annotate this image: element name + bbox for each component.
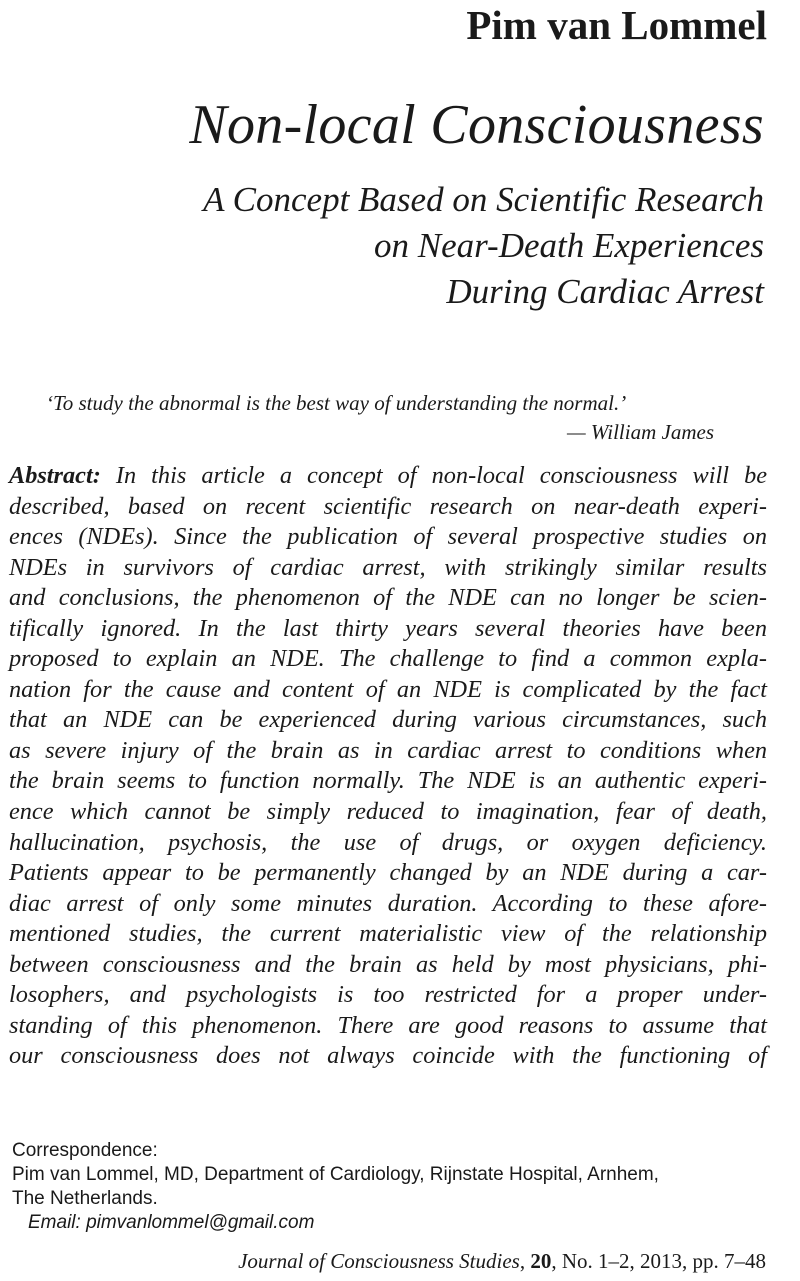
- abstract-label: Abstract:: [9, 462, 101, 489]
- abstract-line: between consciousness and the brain as held by most physicians, phi-: [9, 950, 767, 978]
- abstract-line: [9, 461, 767, 492]
- journal-volume: 20: [530, 1249, 552, 1273]
- correspondence-country-line: [12, 1187, 659, 1235]
- correspondence-email[interactable]: Email: pimvanlommel@gmail.com: [28, 1212, 315, 1233]
- abstract-line: losophers, and psychologists is too restricted for a proper under-: [9, 981, 767, 1009]
- abstract-line: Patients appear to be permanently changed by an NDE during a car-: [9, 859, 767, 887]
- abstract-line: the brain seems to function normally. The NDE is an authentic experi-: [9, 767, 767, 795]
- article-subtitle: [64, 177, 764, 315]
- subtitle-line: A Concept Based on Scientific Research: [203, 180, 764, 219]
- abstract-line: our consciousness does not always coincide with the functioning of: [9, 1042, 767, 1070]
- journal-citation: [238, 1247, 766, 1275]
- abstract-line: NDEs in survivors of cardiac arrest, with strikingly similar results: [9, 553, 767, 581]
- correspondence-address: Pim van Lommel, MD, Department of Cardiology, Rijnstate Hospital, Arnhem,: [12, 1164, 659, 1185]
- abstract-line: ences (NDEs). Since the publication of several prospective studies on: [9, 523, 767, 551]
- abstract-line: proposed to explain an NDE. The challenge to find a common expla-: [9, 645, 767, 673]
- subtitle-line: on Near-Death Experiences: [373, 226, 764, 265]
- abstract-line: described, based on recent scientific research on near-death experi-: [9, 492, 767, 520]
- author-name: Pim van Lommel: [466, 2, 767, 48]
- correspondence: [12, 1139, 659, 1235]
- abstract-line: hallucination, psychosis, the use of drugs, or oxygen deficiency.: [9, 828, 767, 856]
- correspondence-heading: Correspondence:: [12, 1140, 158, 1161]
- abstract-line: mentioned studies, the current materialistic view of the relationship: [9, 920, 767, 948]
- subtitle-line: During Cardiac Arrest: [446, 272, 764, 311]
- abstract-line: nation for the cause and content of an NDE is complicated by the fact: [9, 675, 767, 703]
- article-title: Non-local Consciousness: [189, 94, 764, 156]
- abstract-line: and conclusions, the phenomenon of the NDE can no longer be scien-: [9, 584, 767, 612]
- epigraph-source: — William James: [567, 420, 714, 444]
- abstract-line: tifically ignored. In the last thirty years several theories have been: [9, 614, 767, 642]
- abstract-line: diac arrest of only some minutes duration. According to these afore-: [9, 889, 767, 917]
- abstract-line: as severe injury of the brain as in cardiac arrest to conditions when: [9, 736, 767, 764]
- abstract-line-text: In this article a concept of non-local consciousness will be: [100, 462, 767, 489]
- abstract-line: standing of this phenomenon. There are good reasons to assume that: [9, 1011, 767, 1039]
- citation-comma: ,: [519, 1249, 531, 1273]
- epigraph-quote: ‘To study the abnormal is the best way of understanding the normal.’: [46, 391, 627, 415]
- journal-name: Journal of Consciousness Studies: [238, 1249, 520, 1273]
- abstract-line: that an NDE can be experienced during various circumstances, such: [9, 706, 767, 734]
- abstract: [9, 461, 767, 1072]
- abstract-line: ence which cannot be simply reduced to imagination, fear of death,: [9, 798, 767, 826]
- correspondence-country: The Netherlands.: [12, 1188, 158, 1209]
- citation-details: , No. 1–2, 2013, pp. 7–48: [551, 1249, 766, 1273]
